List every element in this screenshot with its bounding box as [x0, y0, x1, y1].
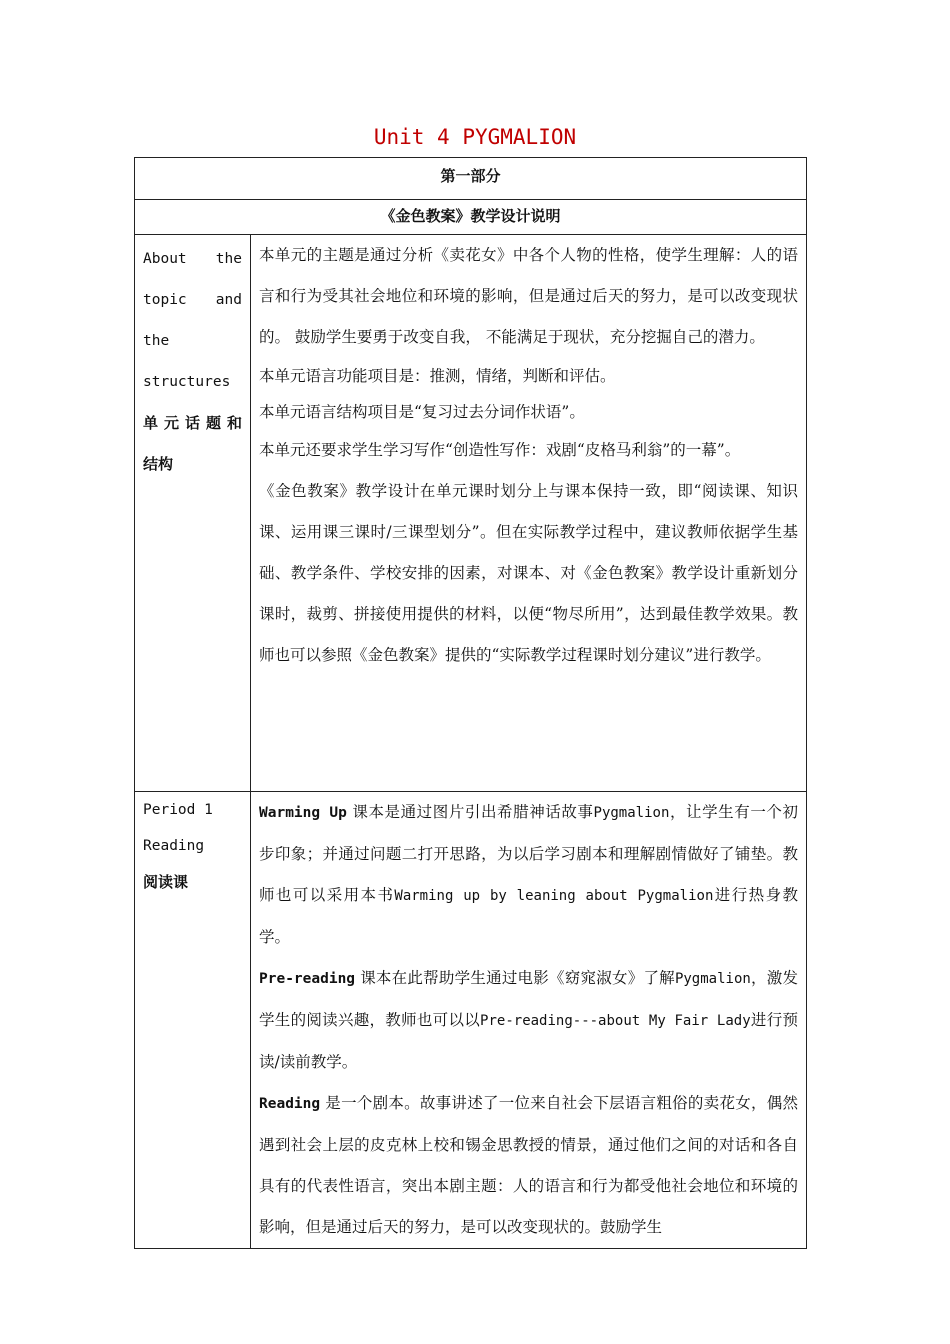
label-line: Period 1: [143, 802, 213, 818]
english-term: Warming up by leaning about Pygmalion: [394, 888, 714, 904]
text: 是一个剧本。故事讲述了一位来自社会下层语言粗俗的卖花女，偶然遇到社会上层的皮克林上校和锡金思教授的情景，通过他们之间的对话和各自具有的代表性语言，突出本剧主题：人的语言和行为都受他社会地位和环境的影响，但是通过后天的努力，是可以改变现状的。鼓励学生: [259, 1094, 799, 1236]
label-line: Reading: [143, 838, 205, 854]
text: 课本是通过图片引出希腊神话故事: [346, 803, 594, 821]
text: 进行预读/读前教学。: [259, 1011, 799, 1071]
label-line-zh: 阅读课: [143, 873, 189, 891]
label-line: [143, 280, 242, 321]
text: 课本在此帮助学生通过电影《窈窕淑女》了解: [355, 969, 675, 987]
table-row: [135, 235, 807, 792]
part-heading-row: [135, 158, 807, 200]
document-title: Unit 4 PYGMALION: [373, 125, 577, 149]
paragraph: 本单元语言结构项目是“复习过去分词作状语”。: [259, 403, 585, 421]
keyword: Warming Up: [259, 805, 347, 821]
topic-structure-content: [251, 235, 807, 792]
label-word: topic: [143, 292, 187, 308]
period1-content: [251, 792, 807, 1249]
label-word: and: [215, 292, 242, 308]
keyword: Reading: [259, 1096, 321, 1112]
topic-structure-label: [135, 235, 251, 792]
label-line: the: [143, 333, 170, 349]
english-term: Pre-reading---about My Fair Lady: [480, 1013, 751, 1029]
table-row: [135, 792, 807, 1249]
design-heading-row: [135, 200, 807, 235]
text: 进行热身教学。: [259, 886, 798, 946]
label-word: About: [143, 251, 187, 267]
paragraph-reading: [259, 1083, 798, 1248]
paragraph: 《金色教案》教学设计在单元课时划分上与课本保持一致，即“阅读课、知识课、运用课三课时/三课型划分”。但在实际教学过程中，建议教师依据学生基础、教学条件、学校安排的因素，对课本、对《金色教案》教学设计重新划分课时，裁剪、拼接使用提供的材料，以便“物尽所用”，达到最佳教学效果。教师也可以参照《金色教案》提供的“实际教学过程课时划分建议”进行教学。: [259, 482, 799, 664]
english-term: Pygmalion: [674, 971, 751, 987]
design-heading: 《金色教案》教学设计说明: [135, 200, 807, 235]
keyword: Pre-reading: [259, 971, 356, 987]
lesson-plan-table: [134, 157, 807, 1249]
text: ，激发学生的阅读兴趣，教师也可以以: [259, 969, 799, 1029]
paragraph: 本单元语言功能项目是：推测，情绪，判断和评估。: [259, 367, 616, 385]
label-word: the: [215, 251, 242, 267]
text: ，让学生有一个初步印象；并通过问题二打开思路，为以后学习剧本和理解剧情做好了铺垫。教师也可以采用本书: [259, 803, 799, 904]
label-line-zh: 结构: [143, 455, 174, 473]
label-line: structures: [143, 374, 231, 390]
english-term: Pygmalion: [593, 805, 670, 821]
paragraph: 本单元还要求学生学习写作“创造性写作：戏剧“皮格马利翁”的一幕”。: [259, 441, 741, 459]
paragraph-warming-up: [259, 792, 798, 958]
label-line: [143, 239, 242, 280]
paragraph-pre-reading: [259, 958, 798, 1083]
period1-label: [135, 792, 251, 1249]
label-line-zh: 单元话题和: [143, 414, 242, 432]
paragraph: 本单元的主题是通过分析《卖花女》中各个人物的性格，使学生理解：人的语言和行为受其社会地位和环境的影响，但是通过后天的努力，是可以改变现状的。 鼓励学生要勇于改变自我， 不能满足于现状，充分挖掘自己的潜力。: [259, 246, 799, 346]
part-heading: 第一部分: [135, 158, 807, 200]
